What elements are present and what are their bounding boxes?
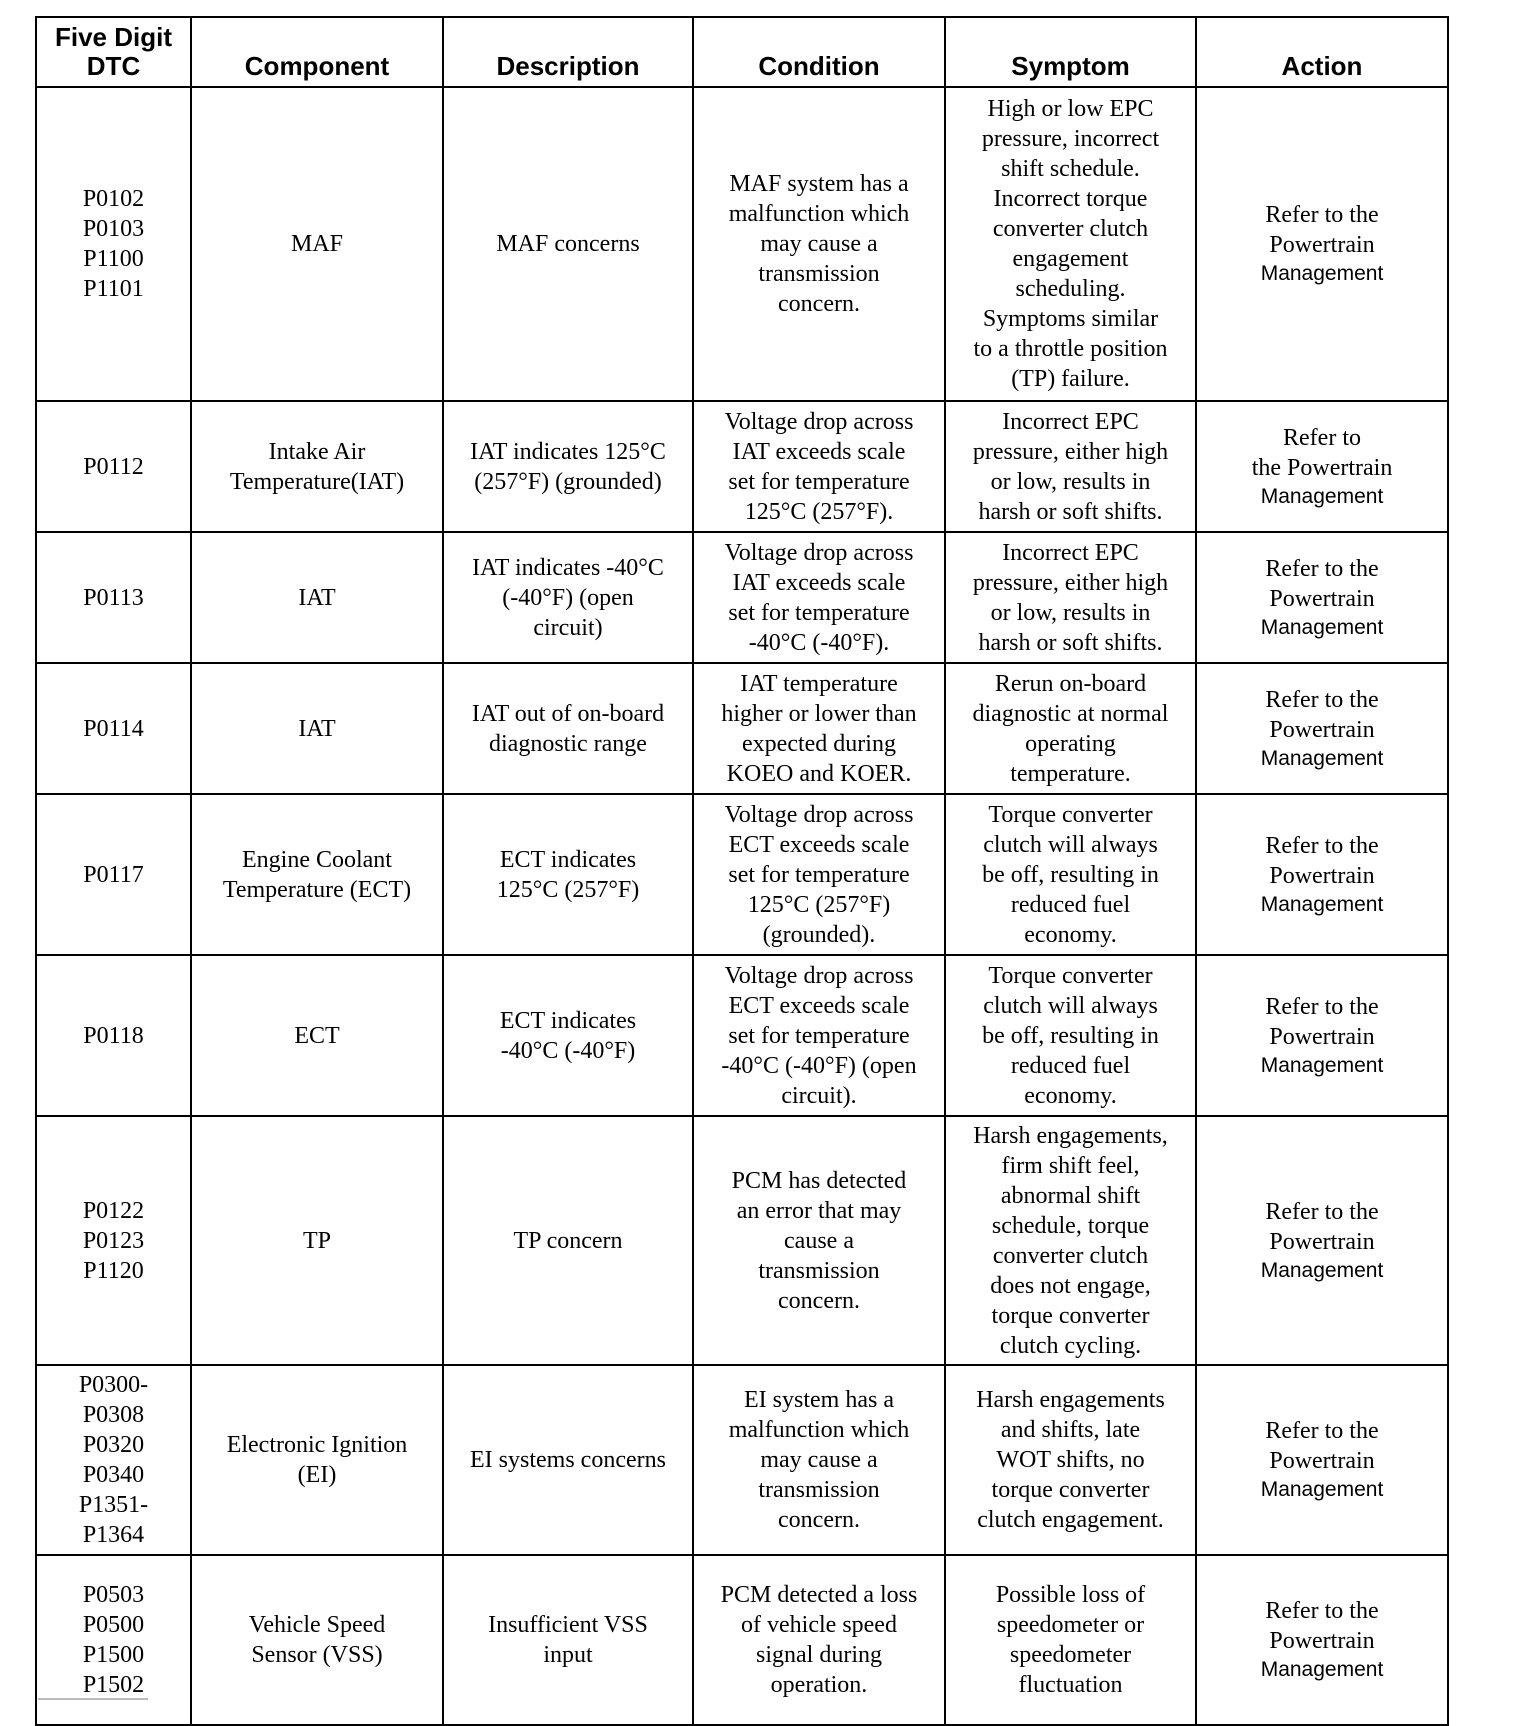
- description-cell-text: Insufficient VSS input: [488, 1612, 648, 1668]
- condition-cell-text: IAT temperature higher or lower than expected during KOEO and KOER.: [721, 670, 917, 787]
- dtc-cell-text: P0503 P0500 P1500 P1502: [82, 1582, 145, 1698]
- component-cell: [191, 87, 443, 401]
- table-row: [36, 955, 1448, 1116]
- action-cell: [1196, 1116, 1448, 1365]
- table-row: [36, 1116, 1448, 1365]
- component-cell-text: Vehicle Speed Sensor (VSS): [248, 1612, 386, 1668]
- component-cell: [191, 1116, 443, 1365]
- condition-cell-text: Voltage drop across ECT exceeds scale set for temperature 125°C (257°F) (grounded).: [724, 801, 914, 948]
- dtc-cell: [36, 532, 191, 663]
- condition-cell-text: PCM detected a loss of vehicle speed signal during operation.: [720, 1582, 918, 1698]
- component-cell: [191, 1365, 443, 1555]
- action-text: Refer to the Powertrain: [1265, 555, 1379, 612]
- table-row: [36, 532, 1448, 663]
- component-cell: [191, 401, 443, 532]
- description-cell: [443, 1555, 693, 1725]
- condition-cell: [693, 955, 945, 1116]
- dtc-cell-text: P0112: [83, 453, 144, 480]
- component-cell-text: Intake Air Temperature(IAT): [229, 438, 405, 495]
- action-text: Refer to the Powertrain: [1251, 424, 1393, 481]
- condition-cell-text: EI system has a malfunction which may cause a transmission concern.: [728, 1387, 910, 1533]
- symptom-cell: [945, 955, 1196, 1116]
- condition-cell: [693, 532, 945, 663]
- table-row: [36, 87, 1448, 401]
- condition-cell: [693, 1365, 945, 1555]
- condition-cell: [693, 794, 945, 955]
- symptom-cell-text: Harsh engagements, firm shift feel, abnormal shift schedule, torque converter clutch does not engage, torque converter clutch cycling.: [973, 1122, 1168, 1359]
- symptom-cell-text: Possible loss of speedometer or speedometer fluctuation: [995, 1582, 1146, 1698]
- dtc-cell: [36, 955, 191, 1116]
- action-subtext: Management: [1260, 262, 1384, 285]
- condition-cell: [693, 87, 945, 401]
- symptom-cell: [945, 401, 1196, 532]
- action-subtext: Management: [1260, 1053, 1384, 1077]
- condition-cell: [693, 663, 945, 794]
- description-cell: [443, 663, 693, 794]
- description-cell: [443, 532, 693, 663]
- dtc-cell: [36, 794, 191, 955]
- symptom-cell: [945, 663, 1196, 794]
- description-cell: [443, 401, 693, 532]
- symptom-cell-text: Incorrect EPC pressure, either high or low, results in harsh or soft shifts.: [972, 539, 1169, 656]
- header-condition: Condition: [693, 17, 945, 87]
- action-text: Refer to the Powertrain: [1265, 993, 1379, 1050]
- symptom-cell: [945, 1365, 1196, 1555]
- action-text: Refer to the Powertrain: [1265, 202, 1379, 258]
- action-cell: [1196, 955, 1448, 1116]
- action-cell: [1196, 401, 1448, 532]
- table-row: [36, 794, 1448, 955]
- action-subtext: Management: [1260, 1258, 1384, 1282]
- action-cell: [1196, 663, 1448, 794]
- symptom-cell: [945, 87, 1196, 401]
- condition-cell: [693, 1555, 945, 1725]
- action-cell: [1196, 1555, 1448, 1725]
- condition-cell-text: Voltage drop across ECT exceeds scale set for temperature -40°C (-40°F) (open circuit).: [721, 962, 917, 1109]
- symptom-cell-text: Incorrect EPC pressure, either high or low, results in harsh or soft shifts.: [972, 408, 1169, 525]
- table-row: [36, 1365, 1448, 1555]
- dtc-cell: [36, 401, 191, 532]
- table-header: [36, 17, 1448, 87]
- description-cell: [443, 87, 693, 401]
- action-subtext: Management: [1260, 746, 1384, 770]
- description-cell: [443, 1365, 693, 1555]
- action-text: Refer to the Powertrain: [1265, 686, 1379, 743]
- symptom-cell: [945, 1555, 1196, 1725]
- table-row: [36, 1555, 1448, 1725]
- dtc-cell-text: P0102 P0103 P1100 P1101: [82, 186, 145, 302]
- component-cell-text: Engine Coolant Temperature (ECT): [222, 846, 412, 903]
- action-text: Refer to the Powertrain: [1265, 1598, 1379, 1654]
- header-component: Component: [191, 17, 443, 87]
- action-subtext: Management: [1260, 484, 1384, 508]
- symptom-cell-text: Torque converter clutch will always be off, resulting in reduced fuel economy.: [982, 801, 1159, 948]
- condition-cell-text: Voltage drop across IAT exceeds scale set for temperature 125°C (257°F).: [724, 408, 914, 525]
- header-dtc: Five Digit DTC: [36, 17, 191, 87]
- dtc-cell: [36, 1365, 191, 1555]
- component-cell-text: MAF: [290, 231, 344, 257]
- dtc-cell-text: P0122 P0123 P1120: [82, 1197, 145, 1284]
- component-cell-text: TP: [302, 1227, 331, 1254]
- symptom-cell-text: Harsh engagements and shifts, late WOT shifts, no torque converter clutch engagement.: [976, 1387, 1165, 1533]
- description-cell-text: ECT indicates -40°C (-40°F): [499, 1007, 637, 1064]
- action-cell: [1196, 87, 1448, 401]
- header-row: [36, 17, 1448, 87]
- description-cell-text: ECT indicates 125°C (257°F): [496, 846, 640, 903]
- dtc-table: [35, 16, 1449, 1726]
- action-text: Refer to the Powertrain: [1265, 1198, 1379, 1255]
- description-cell-text: TP concern: [513, 1227, 623, 1254]
- description-cell-text: MAF concerns: [496, 231, 640, 257]
- symptom-cell-text: High or low EPC pressure, incorrect shift schedule. Incorrect torque converter clutch engagement scheduling. Symptoms similar to a throttle position (TP) failure.: [973, 96, 1168, 392]
- table-row: [36, 663, 1448, 794]
- description-cell: [443, 955, 693, 1116]
- component-cell-text: ECT: [294, 1022, 340, 1049]
- condition-cell-text: Voltage drop across IAT exceeds scale set for temperature -40°C (-40°F).: [724, 539, 914, 656]
- condition-cell-text: MAF system has a malfunction which may cause a transmission concern.: [728, 171, 910, 317]
- dtc-cell-text: P0118: [83, 1022, 144, 1049]
- dtc-cell: [36, 1116, 191, 1365]
- description-cell-text: EI systems concerns: [470, 1447, 666, 1473]
- dtc-cell-text: P0114: [83, 715, 144, 742]
- dtc-cell-text: P0300- P0308 P0320 P0340 P1351- P1364: [78, 1372, 149, 1548]
- action-cell: [1196, 794, 1448, 955]
- component-cell-text: IAT: [298, 715, 336, 742]
- component-cell: [191, 794, 443, 955]
- component-cell: [191, 1555, 443, 1725]
- header-description: Description: [443, 17, 693, 87]
- symptom-cell: [945, 1116, 1196, 1365]
- description-cell-text: IAT out of on-board diagnostic range: [471, 700, 665, 757]
- action-cell: [1196, 1365, 1448, 1555]
- dtc-cell-text: P0113: [83, 584, 144, 611]
- component-cell: [191, 663, 443, 794]
- description-cell: [443, 1116, 693, 1365]
- header-symptom: Symptom: [945, 17, 1196, 87]
- dtc-cell: [36, 663, 191, 794]
- component-cell: [191, 955, 443, 1116]
- action-subtext: Management: [1260, 1478, 1384, 1501]
- action-text: Refer to the Powertrain: [1265, 832, 1379, 889]
- condition-cell: [693, 1116, 945, 1365]
- condition-cell-text: PCM has detected an error that may cause a transmission concern.: [731, 1167, 907, 1314]
- component-cell-text: IAT: [298, 584, 336, 611]
- action-subtext: Management: [1260, 1658, 1384, 1681]
- symptom-cell: [945, 794, 1196, 955]
- symptom-cell-text: Torque converter clutch will always be off, resulting in reduced fuel economy.: [982, 962, 1159, 1109]
- description-cell: [443, 794, 693, 955]
- action-cell: [1196, 532, 1448, 663]
- footer-rule: [38, 1698, 148, 1700]
- action-subtext: Management: [1260, 615, 1384, 639]
- component-cell-text: Electronic Ignition (EI): [226, 1432, 408, 1488]
- table-body: [36, 87, 1448, 1725]
- table-row: [36, 401, 1448, 532]
- header-action: Action: [1196, 17, 1448, 87]
- dtc-cell-text: P0117: [83, 861, 144, 888]
- action-text: Refer to the Powertrain: [1265, 1418, 1379, 1474]
- action-subtext: Management: [1260, 892, 1384, 916]
- description-cell-text: IAT indicates 125°C (257°F) (grounded): [470, 438, 666, 495]
- dtc-cell: [36, 87, 191, 401]
- description-cell-text: IAT indicates -40°C (-40°F) (open circuit): [472, 554, 664, 641]
- symptom-cell-text: Rerun on-board diagnostic at normal operating temperature.: [972, 670, 1169, 787]
- symptom-cell: [945, 532, 1196, 663]
- condition-cell: [693, 401, 945, 532]
- component-cell: [191, 532, 443, 663]
